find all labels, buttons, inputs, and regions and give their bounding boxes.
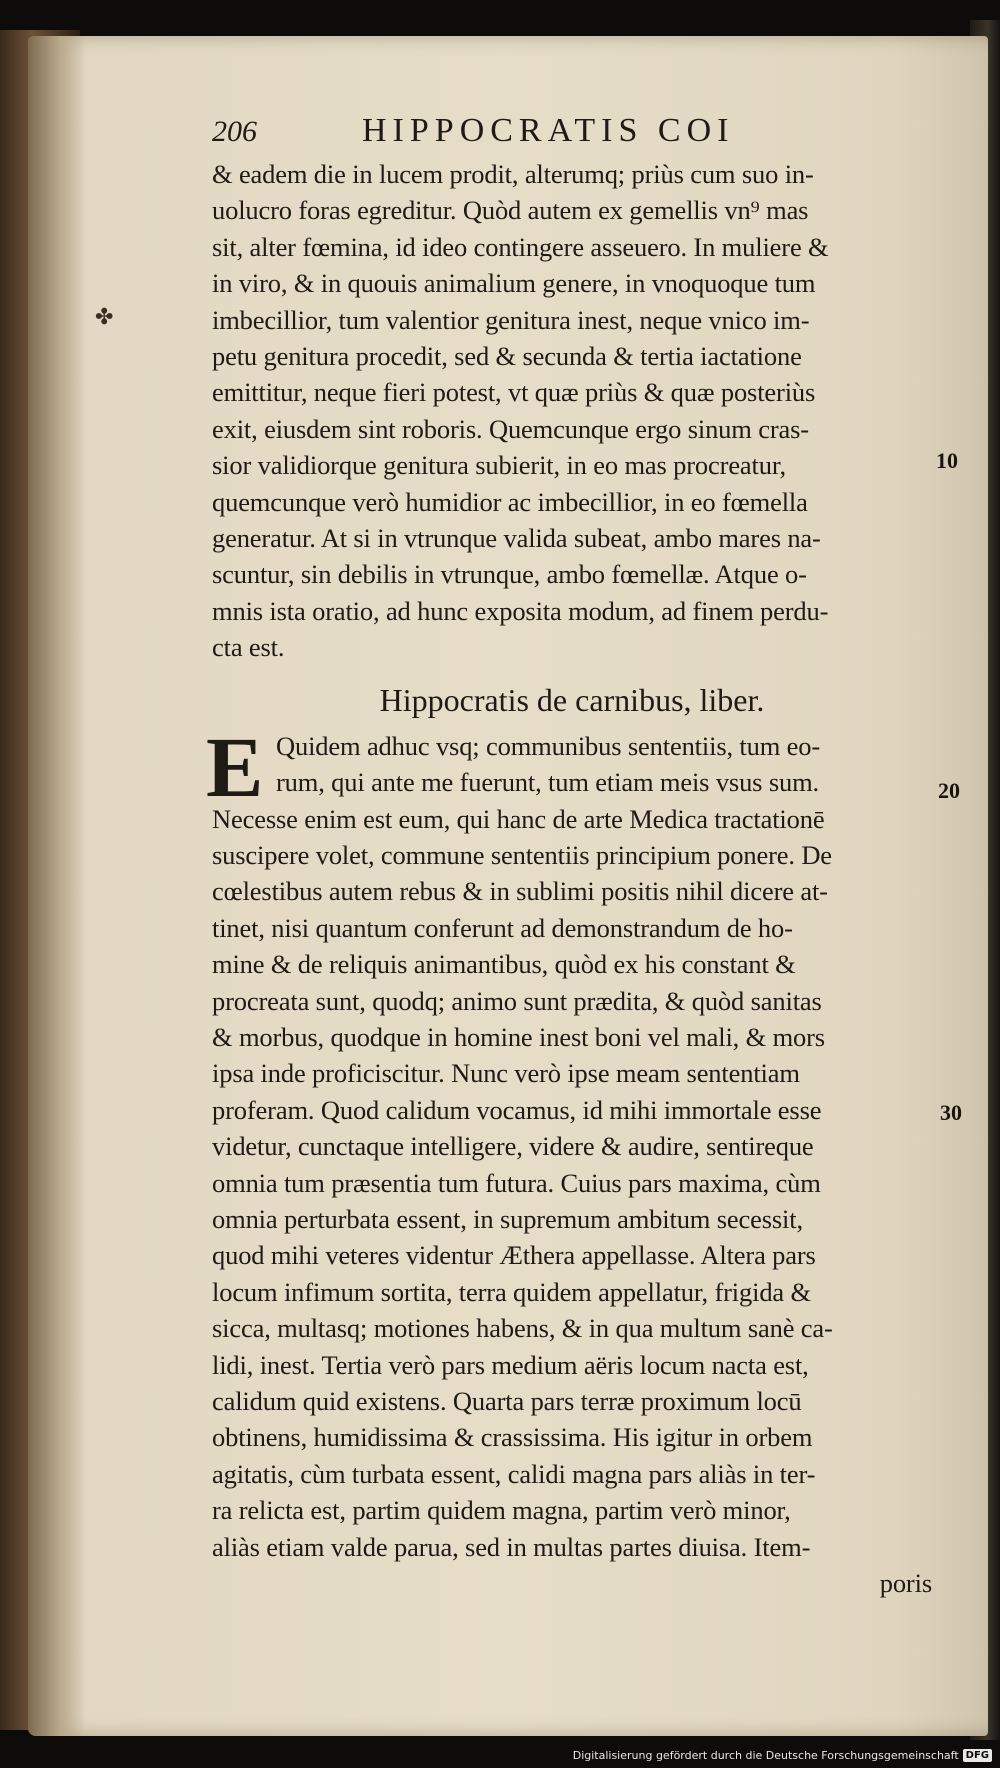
text-line: locum infimum sortita, terra quidem appellatur, frigida & [212,1276,811,1307]
text-line: procreata sunt, quodq; animo sunt prædita, & quòd sanitas [212,985,822,1016]
digitization-footer [573,1749,992,1762]
text-line: omnia perturbata essent, in supremum ambitum secessit, [212,1203,803,1234]
text-line: emittitur, neque fieri potest, vt quæ priùs & quæ posteriùs [212,377,816,408]
text-line: sit, alter fœmina, id ideo contingere asseuero. In muliere & [212,231,829,262]
page-number: 206 [212,115,257,148]
text-line: exit, eiusdem sint roboris. Quemcunque ergo sinum cras- [212,413,809,444]
text-line: suscipere volet, commune sententiis principium ponere. De [212,839,832,870]
paragraph-conclusion [212,156,932,666]
text-line: ipsa inde proficiscitur. Nunc verò ipse meam sententiam [212,1058,800,1089]
text-line: scuntur, sin debilis in vtrunque, ambo fœmellæ. Atque o- [212,559,807,590]
text-line: in viro, & in quouis animalium genere, in vnoquoque tum [212,268,816,299]
text-line: petu genitura procedit, sed & secunda & tertia iactatione [212,341,802,372]
text-line: mine & de reliquis animantibus, quòd ex his constant & [212,949,796,980]
text-line: sicca, multasq; motiones habens, & in qua multum sanè ca- [212,1313,833,1344]
text-line: aliàs etiam valde parua, sed in multas partes diuisa. Item- [212,1531,811,1562]
text-line: ra relicta est, partim quidem magna, partim verò minor, [212,1495,791,1526]
running-header [212,112,932,156]
dropcap-initial: E [206,718,264,815]
text-line: rum, qui ante me fuerunt, tum etiam meis vsus sum. [276,767,820,798]
running-title: HIPPOCRATIS COI [362,112,735,149]
text-line: tinet, nisi quantum conferunt ad demonstrandum de ho- [212,912,793,943]
text-line: videtur, cunctaque intelligere, videre & audire, sentireque [212,1131,814,1162]
text-line: cta est. [212,632,285,663]
text-line: quemcunque verò humidior ac imbecillior, in eo fœmella [212,486,808,517]
text-line: Necesse enim est eum, qui hanc de arte Medica tractationē [212,803,825,834]
text-line: Quidem adhuc vsq; communibus sententiis, tum eo- [276,730,821,761]
margin-line-number-10: 10 [936,448,958,473]
text-line: & morbus, quodque in homine inest boni vel mali, & mors [212,1021,825,1052]
text-line: generatur. At si in vtrunque valida subeat, ambo mares na- [212,523,821,554]
text-line: imbecillior, tum valentior genitura inest, neque vnico im- [212,304,810,335]
text-line: agitatis, cùm turbata essent, calidi magna pars aliàs in ter- [212,1458,816,1489]
margin-line-number-20: 20 [938,778,960,803]
opening-paragraph [206,718,932,815]
page-text-block [206,112,932,1601]
footer-credit: Digitalisierung gefördert durch die Deutsche Forschungsgemeinschaft [572,1749,959,1762]
text-line: obtinens, humidissima & crassissima. His igitur in orbem [212,1422,813,1453]
text-line: calidum quid existens. Quarta pars terræ proximum locū [212,1386,802,1416]
dropcap-indented-lines [212,728,932,801]
text-line: mnis ista oratio, ad hunc exposita modum, ad finem perdu- [212,595,829,626]
text-line: & eadem die in lucem prodit, alterumq; priùs cum suo in- [212,159,814,189]
text-line: sior validiorque genitura subierit, in eo mas procreatur, [212,450,786,481]
text-line: uolucro foras egreditur. Quòd autem ex gemellis vn⁹ mas [212,195,809,226]
text-line: omnia tum præsentia tum futura. Cuius pars maxima, cùm [212,1167,821,1198]
margin-line-number-30: 30 [940,1100,962,1125]
text-line: cœlestibus autem rebus & in sublimi positis nihil dicere at- [212,876,828,907]
marginal-ornament-icon: ✤ [95,304,114,329]
paragraph-main [212,801,932,1566]
page-gutter-shadow [28,36,86,1736]
section-heading: Hippocratis de carnibus, liber. [379,681,765,718]
text-line: proferam. Quod calidum vocamus, id mihi immortale esse [212,1094,822,1125]
text-line: quod mihi veteres videntur Æthera appellasse. Altera pars [212,1240,816,1271]
dfg-logo-icon: DFG [963,1749,992,1762]
text-line: lidi, inest. Tertia verò pars medium aëris locum nacta est, [212,1349,809,1380]
catchword: poris [879,1568,932,1599]
